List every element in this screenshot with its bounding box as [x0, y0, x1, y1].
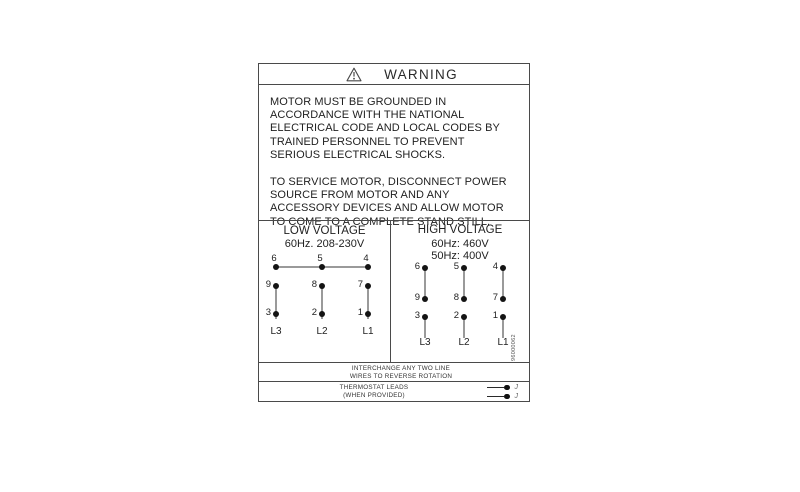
line-lead-wire — [502, 317, 503, 338]
warning-triangle-icon — [346, 67, 362, 82]
terminal-dot — [422, 314, 429, 321]
terminal-number: 4 — [363, 252, 369, 264]
terminal-number: 8 — [311, 278, 317, 290]
warning-header-group — [346, 67, 458, 82]
warning-header — [259, 64, 529, 85]
high-voltage-panel — [390, 221, 529, 362]
terminal-number: 3 — [414, 309, 420, 321]
terminal-number: 9 — [414, 291, 420, 303]
line-label: L3 — [270, 325, 282, 337]
rotation-note-line1: INTERCHANGE ANY TWO LINE — [351, 365, 451, 372]
terminal-dot — [365, 311, 372, 318]
thermostat-leads-row — [259, 381, 529, 401]
thermostat-lead-label: J — [514, 384, 518, 391]
low-voltage-panel — [259, 221, 390, 362]
terminal-number: 7 — [357, 278, 363, 290]
thermostat-leads-text: THERMOSTAT LEADS — [339, 384, 409, 391]
line-lead-wire — [424, 317, 425, 338]
warning-body — [259, 85, 529, 228]
line-label: L2 — [458, 336, 470, 348]
terminal-number: 2 — [453, 309, 459, 321]
thermostat-lead-symbol — [487, 384, 518, 391]
terminal-number: 3 — [265, 306, 271, 318]
terminal-dot — [365, 283, 372, 290]
rotation-note-line2: WIRES TO REVERSE ROTATION — [349, 373, 453, 380]
terminal-number: 5 — [453, 260, 459, 272]
service-paragraph: TO SERVICE MOTOR, DISCONNECT POWER SOURCE FROM MOTOR AND ANY ACCESSORY DEVICES AND ALLOW MOTOR TO COME TO A COMPLETE STAND STILL. — [270, 176, 507, 228]
thermostat-lead-dot — [504, 385, 510, 391]
low-voltage-subtitle: 60Hz. 208-230V — [284, 238, 365, 250]
terminal-dot — [461, 296, 468, 303]
terminal-dot — [422, 296, 429, 303]
terminal-dot — [273, 311, 280, 318]
line-label: L2 — [316, 325, 328, 337]
thermostat-lead-line — [487, 396, 504, 397]
terminal-number: 6 — [271, 252, 277, 264]
line-label: L1 — [497, 336, 509, 348]
thermostat-lead-line — [487, 387, 504, 388]
terminal-dot — [273, 283, 280, 290]
terminal-dot — [365, 264, 372, 271]
terminal-dot — [500, 265, 507, 272]
terminal-dot — [500, 314, 507, 321]
terminal-number: 1 — [357, 306, 363, 318]
warning-title: WARNING — [384, 66, 458, 82]
terminal-wire — [424, 268, 425, 299]
when-provided-text: (WHEN PROVIDED) — [343, 392, 405, 399]
terminal-dot — [319, 283, 326, 290]
terminal-wire — [502, 268, 503, 299]
high-voltage-subtitle-60hz: 60Hz: 460V — [431, 237, 489, 250]
terminal-dot — [319, 311, 326, 318]
thermostat-lead-dot — [504, 394, 510, 400]
terminal-number: 1 — [492, 309, 498, 321]
terminal-number: 4 — [492, 260, 498, 272]
terminal-wire — [463, 268, 464, 299]
thermostat-lead-symbol — [487, 393, 518, 400]
terminal-number: 7 — [492, 291, 498, 303]
terminal-dot — [500, 296, 507, 303]
rotation-note-row — [259, 362, 529, 381]
low-voltage-title: LOW VOLTAGE — [283, 225, 366, 237]
high-voltage-subtitle-50hz: 50Hz: 400V — [431, 249, 489, 262]
terminal-dot — [461, 265, 468, 272]
terminal-number: 6 — [414, 260, 420, 272]
part-number: 96000062 — [511, 334, 517, 361]
terminal-number: 5 — [317, 252, 323, 264]
motor-warning-label — [258, 63, 530, 402]
terminal-dot — [422, 265, 429, 272]
terminal-dot — [273, 264, 280, 271]
voltage-diagrams — [259, 220, 529, 362]
terminal-number: 2 — [311, 306, 317, 318]
line-label: L3 — [419, 336, 431, 348]
terminal-dot — [461, 314, 468, 321]
terminal-dot — [319, 264, 326, 271]
terminal-number: 9 — [265, 278, 271, 290]
terminal-number: 8 — [453, 291, 459, 303]
line-label: L1 — [362, 325, 374, 337]
grounding-paragraph: MOTOR MUST BE GROUNDED IN ACCORDANCE WITH THE NATIONAL ELECTRICAL CODE AND LOCAL CODES BY TRAINED PERSONNEL TO PREVENT SERIOUS ELECTRICAL SHOCKS. — [270, 96, 500, 161]
high-voltage-title: HIGH VOLTAGE — [417, 224, 503, 236]
thermostat-lead-label: J — [514, 393, 518, 400]
line-lead-wire — [463, 317, 464, 338]
